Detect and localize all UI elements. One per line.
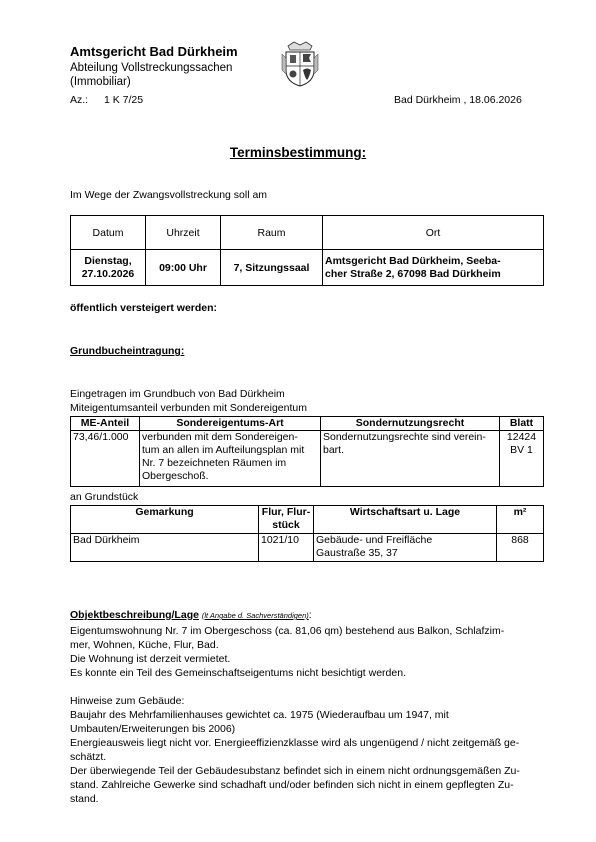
sondereigentum-value — [140, 431, 321, 487]
wirtschaft-line1: Gebäude- und Freifläche — [316, 534, 433, 546]
hinweise-line: Umbauten/Erweiterungen bis 2006) — [70, 723, 236, 735]
hinweise-line: Der überwiegende Teil der Gebäudesubstanz befindet sich in einem nicht ordnungsgemäßen Zu- — [70, 765, 520, 777]
m2-value: 868 — [497, 534, 544, 562]
termin-ort — [323, 250, 544, 286]
termin-ort-line2: cher Straße 2, 67098 Bad Dürkheim — [325, 267, 501, 280]
col-header-flur — [259, 506, 314, 534]
snr-line: Sondernutzungsrechte sind verein- — [323, 431, 486, 443]
place-date: Bad Dürkheim , 18.06.2026 — [394, 94, 522, 106]
snr-line: bart. — [323, 444, 345, 456]
col-header-blatt: Blatt — [500, 417, 544, 431]
objekt-line: Die Wohnung ist derzeit vermietet. — [70, 653, 231, 665]
miteigentum-table — [70, 416, 544, 487]
termin-datum-day: Dienstag, — [84, 254, 132, 267]
wirtschaftsart-value — [314, 534, 497, 562]
objekt-heading-row — [70, 609, 312, 621]
an-grundstueck-label: an Grundstück — [70, 491, 139, 503]
col-header-sondernutzung: Sondernutzungsrecht — [321, 417, 500, 431]
hinweise-line: Baujahr des Mehrfamilienhauses gewichtet ca. 1975 (Wiederaufbau um 1947, mit — [70, 709, 449, 721]
flur-header-line2: stück — [272, 519, 300, 531]
blatt-value — [500, 431, 544, 487]
objekt-line: Es konnte ein Teil des Gemeinschaftseigentums nicht besichtigt werden. — [70, 667, 406, 679]
objekt-heading-note: (lt Angabe d. Sachverständigen) — [201, 611, 309, 620]
subdepartment: (Immobiliar) — [70, 76, 131, 88]
art-line: verbunden mit dem Sondereigen- — [142, 431, 298, 443]
hinweise-line: Hinweise zum Gebäude: — [70, 695, 185, 707]
me-anteil-value: 73,46/1.000 — [71, 431, 140, 487]
objekt-line: mer, Wohnen, Küche, Flur, Bad. — [70, 639, 219, 651]
col-header-datum: Datum — [71, 216, 146, 250]
hinweise-line: stand. — [70, 793, 99, 805]
grundbuch-line1: Eingetragen im Grundbuch von Bad Dürkheim — [70, 388, 285, 400]
hinweise-line: Energieausweis liegt nicht vor. Energieeffizienzklasse wird als ungenügend / nicht zeitgemäß ge- — [70, 737, 520, 749]
col-header-m2: m² — [497, 506, 544, 534]
az-label: Az.: — [70, 94, 89, 106]
blatt-bv: BV 1 — [510, 444, 533, 456]
col-header-wirtschaftsart: Wirtschaftsart u. Lage — [314, 506, 497, 534]
coat-of-arms-icon — [280, 40, 320, 88]
termin-datum — [71, 250, 146, 286]
art-line: Obergeschoß. — [142, 470, 209, 482]
art-line: tum an allen im Aufteilungsplan mit — [142, 444, 305, 456]
col-header-gemarkung: Gemarkung — [71, 506, 259, 534]
objekt-line: Eigentumswohnung Nr. 7 im Obergeschoss (ca. 81,06 qm) bestehend aus Balkon, Schlafzim- — [70, 625, 505, 637]
col-header-raum: Raum — [221, 216, 323, 250]
gemarkung-value: Bad Dürkheim — [71, 534, 259, 562]
flur-value: 1021/10 — [259, 534, 314, 562]
col-header-sondereigentum: Sondereigentums-Art — [140, 417, 321, 431]
flur-header-line1: Flur, Flur- — [261, 506, 311, 518]
versteigert-text: öffentlich versteigert werden: — [70, 302, 218, 314]
wirtschaft-line2: Gaustraße 35, 37 — [316, 547, 398, 559]
termin-datum-date: 27.10.2026 — [81, 267, 135, 280]
grundstueck-table — [70, 505, 544, 562]
department: Abteilung Vollstreckungssachen — [70, 62, 233, 74]
art-line: Nr. 7 bezeichneten Räumen im — [142, 457, 287, 469]
col-header-ort: Ort — [323, 216, 544, 250]
col-header-me-anteil: ME-Anteil — [71, 417, 140, 431]
page-title: Terminsbestimmung: — [229, 145, 367, 160]
objekt-heading-colon: : — [308, 609, 312, 621]
blatt-number: 12424 — [506, 431, 537, 443]
grundbuch-heading: Grundbucheintragung: — [70, 345, 185, 357]
sondernutzung-value — [321, 431, 500, 487]
hinweise-line: schätzt. — [70, 751, 107, 763]
az-value: 1 K 7/25 — [104, 94, 144, 106]
termin-uhrzeit: 09:00 Uhr — [146, 250, 221, 286]
objekt-heading: Objektbeschreibung/Lage — [70, 609, 199, 621]
court-name: Amtsgericht Bad Dürkheim — [70, 44, 238, 59]
col-header-uhrzeit: Uhrzeit — [146, 216, 221, 250]
hinweise-line: stand. Zahlreiche Gewerke sind schadhaft und/oder befinden sich nicht in einem gepflegten Zu- — [70, 779, 514, 791]
grundbuch-line2: Miteigentumsanteil verbunden mit Sondereigentum — [70, 402, 307, 414]
termin-ort-line1: Amtsgericht Bad Dürkheim, Seeba- — [325, 254, 501, 267]
intro-text: Im Wege der Zwangsvollstreckung soll am — [70, 189, 268, 201]
termin-table — [70, 215, 544, 286]
termin-raum: 7, Sitzungssaal — [221, 250, 323, 286]
